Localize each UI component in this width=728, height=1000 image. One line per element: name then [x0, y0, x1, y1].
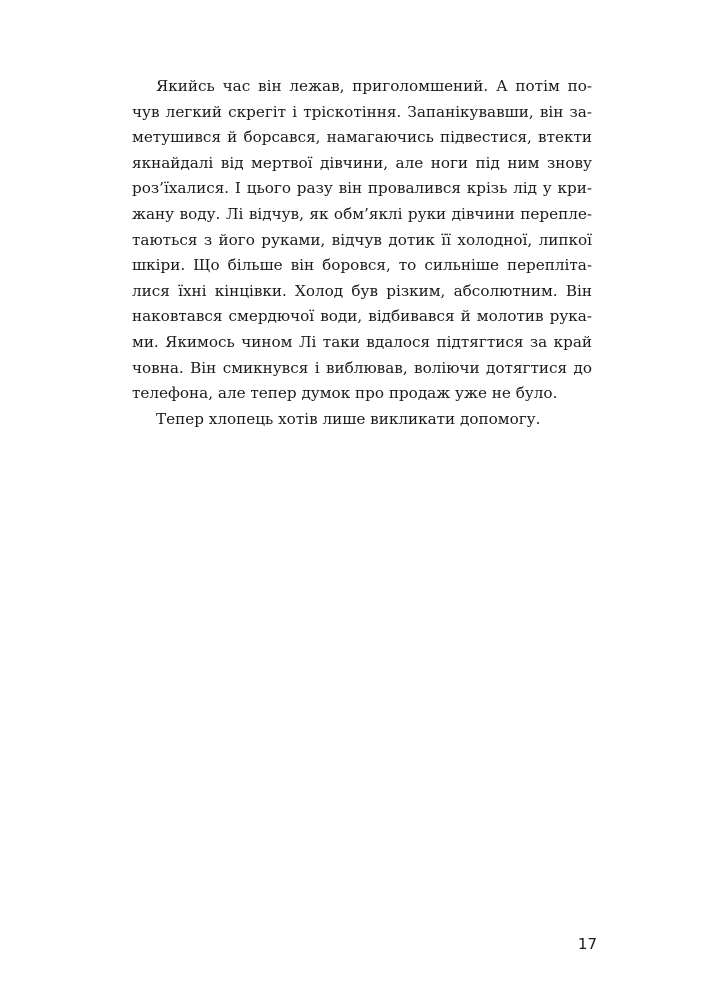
text-line: наковтався смердючої води, відбивався й молотив рука- — [132, 307, 592, 326]
text-line: таються з його руками, відчув дотик її холодної, липкої — [132, 230, 592, 249]
text-line: Якийсь час він лежав, приголомшений. А потім по- — [156, 77, 592, 95]
text-line: метушився й борсався, намагаючись підвестися, втекти — [132, 128, 592, 147]
paragraph-2 — [132, 407, 592, 433]
text-line: жану воду. Лі відчув, як обм’яклі руки дівчини перепле- — [132, 204, 592, 223]
text-line: човна. Він смикнувся і виблював, воліючи дотягтися до — [132, 358, 592, 377]
paragraph-1 — [132, 74, 592, 407]
text-line: телефона, але тепер думок про продаж уже не було. — [132, 384, 558, 403]
text-line: роз’їхалися. І цього разу він провалився крізь лід у кри- — [132, 179, 592, 198]
text-line: якнайдалі від мертвої дівчини, але ноги під ним знову — [132, 153, 592, 172]
text-line: Тепер хлопець хотів лише викликати допомогу. — [156, 409, 541, 428]
text-line: ми. Якимось чином Лі таки вдалося підтягтися за край — [132, 332, 592, 351]
body-text — [132, 74, 592, 432]
text-line: лися їхні кінцівки. Холод був різким, абсолютним. Він — [132, 281, 592, 300]
page-number: 17 — [577, 935, 597, 953]
text-line: шкіри. Що більше він боровся, то сильніше перепліта- — [132, 256, 592, 275]
text-line: чув легкий скрегіт і тріскотіння. Запанікувавши, він за- — [132, 102, 592, 121]
